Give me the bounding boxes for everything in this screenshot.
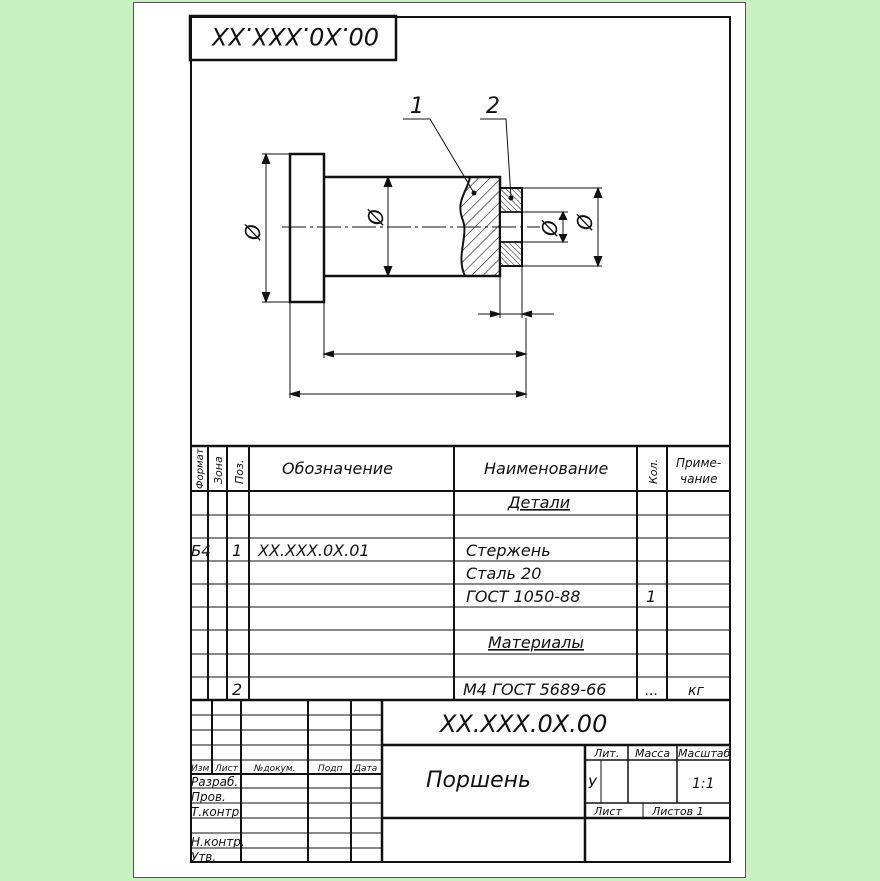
part-drawing <box>262 119 602 398</box>
dia-shaft: Ø <box>364 209 388 225</box>
label-tkontr: Т.контр. <box>191 805 244 819</box>
section-details: Детали <box>508 493 571 512</box>
header-note-2: чание <box>680 472 718 486</box>
row2-pos: 2 <box>232 680 243 699</box>
label-razrab: Разраб. <box>191 775 239 789</box>
row1-qty: 1 <box>646 587 657 606</box>
header-pos: Поз. <box>233 459 246 484</box>
callout-1: 1 <box>410 94 424 119</box>
label-prov: Пров. <box>191 790 226 804</box>
row1-name-2: Сталь 20 <box>466 564 542 583</box>
dia-inner: Ø <box>538 220 562 236</box>
row2-note: кг <box>688 683 704 699</box>
label-lit: Лит. <box>594 747 620 760</box>
label-sign: Подп <box>318 764 343 774</box>
label-docnum: №докум. <box>254 764 296 774</box>
section-materials: Материалы <box>488 633 584 652</box>
label-izm: Изм <box>191 764 210 774</box>
label-list: Лист <box>215 764 238 774</box>
label-scale: Масштаб <box>678 747 731 760</box>
header-zone: Зона <box>212 456 225 484</box>
row1-name-1: Стержень <box>466 541 551 560</box>
dia-left: Ø <box>241 224 265 240</box>
label-sheet: Лист <box>594 805 622 818</box>
callout-2: 2 <box>486 94 500 119</box>
header-designation: Обозначение <box>282 459 394 478</box>
top-code-box <box>190 16 396 60</box>
lit-value: У <box>588 776 597 792</box>
label-date: Дата <box>354 764 378 774</box>
label-mass: Масса <box>635 747 671 760</box>
header-note-1: Приме- <box>676 456 722 470</box>
title-designation: XX.XXX.0X.00 <box>440 710 608 738</box>
row1-designation: XX.XXX.0X.01 <box>258 541 370 560</box>
row1-pos: 1 <box>232 541 243 560</box>
label-nkontr: Н.контр. <box>191 835 245 849</box>
row1-format: Б4 <box>191 542 211 560</box>
header-format: Формат <box>195 448 206 489</box>
header-name: Наименование <box>484 459 609 478</box>
header-qty: Кол. <box>647 458 660 484</box>
dia-outer: Ø <box>573 214 597 230</box>
row2-name: М4 ГОСТ 5689-66 <box>463 680 607 699</box>
row1-name-3: ГОСТ 1050-88 <box>466 587 581 606</box>
label-utv: Утв. <box>191 850 217 864</box>
top-code-text: 00.X0.XXX.XX <box>211 22 379 50</box>
scale-value: 1:1 <box>692 776 715 792</box>
row2-qty: ... <box>645 683 659 699</box>
title-part-name: Поршень <box>426 768 531 793</box>
label-sheets: Листов 1 <box>652 805 704 818</box>
